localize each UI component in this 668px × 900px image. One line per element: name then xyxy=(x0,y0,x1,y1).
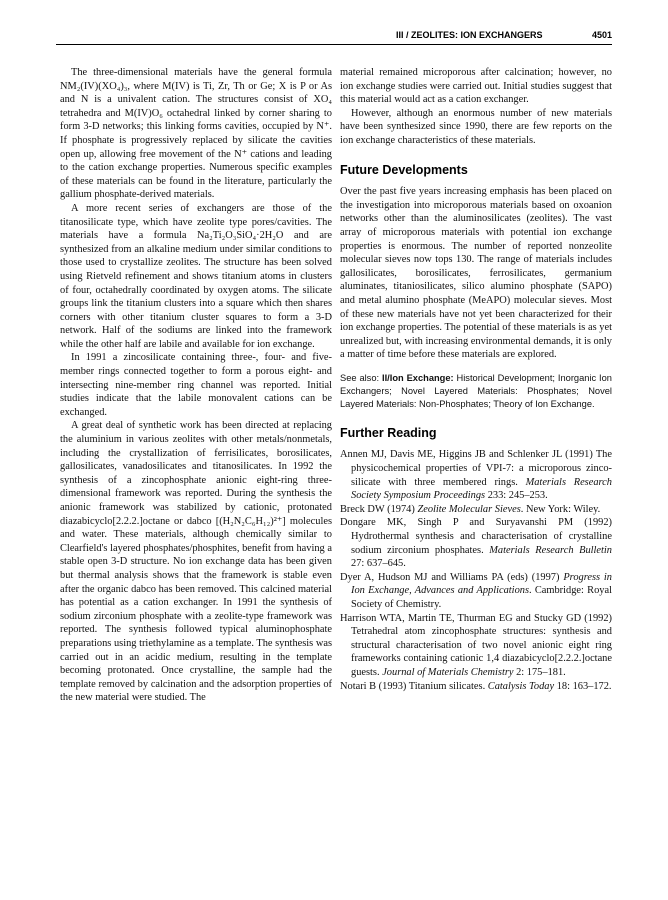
reference-text: Breck DW (1974) xyxy=(340,503,418,515)
reference-source: Journal of Materials Chemistry xyxy=(382,666,514,678)
see-also-section: II/Ion Exchange: xyxy=(382,372,454,383)
reference-list xyxy=(340,448,612,693)
right-column xyxy=(340,66,612,693)
reference-text: Notari B (1993) Titanium silicates. xyxy=(340,680,488,692)
reference-source: Materials Research Society Symposium Proceedings xyxy=(351,476,612,502)
running-header xyxy=(56,30,612,45)
see-also xyxy=(340,372,612,411)
reference-text: 2: 175–181. xyxy=(513,666,566,678)
body-paragraph: In 1991 a zincosilicate containing three-, four- and five-member rings connected together to form a porous eight- and intersecting nine-member ring channel was reported. Initial studies indicate that the labile monovalent cations can be exchanged. xyxy=(60,352,332,418)
reference-source: Zeolite Molecular Sieves xyxy=(417,503,521,515)
body-paragraph: However, although an enormous number of new materials have been synthesized since 1990, there are few reports on the ion exchange characteristics of these materials. xyxy=(340,107,612,146)
body-paragraph: The three-dimensional materials have the general formula NM₂(IV)(XO₄)₃, where M(IV) is Ti, Zr, Th or Ge; X is P or As and N is a univalent cation. The structures consist of XO₄ tetrahedra and M(IV)O₆ octahedral linked by corner sharing to form 3-D networks; this linking forms cavities, occupied by N⁺. If phosphate is progressively replaced by silicate the cavities open up, allowing free movement of the N⁺ cations and leading to the cation exchange properties. Numerous specific examples of these materials can be found in the literature, particularly the gallium phosphate-derived materials. xyxy=(60,67,332,201)
body-paragraph: A more recent series of exchangers are those of the titanosilicate type, which have zeolite type pores/cavities. The materials have a formula Na₂Ti₂O₃SiO₄·2H₂O and are synthesized from an alkaline medium under similar conditions to those used to crystallize zeolites. The structure has been solved using Rietveld refinement and shows titanium atoms in clusters of four, octahedrally coordinated by oxygen atoms. The silicate groups link the titanium clusters into a square which then shares corners with other titanium cluster squares to form a 3-D network. Half of the sodiums are linked into the framework while the other half are labile and available for ion exchange. xyxy=(60,202,332,350)
reference-item xyxy=(340,571,612,612)
body-paragraph: A great deal of synthetic work has been directed at replacing the aluminium in various zeolites with other metals/nonmetals, including the crystallization of ferrisilicates, borosilicates, gallosilicates, vanadosilicates and titanosilicates. In 1992 the synthesis of a zincophosphate anionic eight-ring three-dimensional framework was reported. During the synthesis the anionic framework was stabilized by cationic, protonated diazabicyclo[2.2.2.]octane or dabco [(H₂N₂C₆H₁₂)²⁺] molecules and water. These materials, although chemically similar to Clearfield's layered phosphates/phosphites, benefit from having a stable open 3-D structure. No ion exchange data has been given but thermal analysis shows that the framework is stable even after the organic dabco has been removed. This calcined material has potential as a cation exchanger. In 1991 the synthesis of sodium zirconium phosphate with a zeolite-type framework was reported. The synthesis followed typical aluminophosphate preparations using triethylamine as a template. The synthesis was carried out in an acidic medium, resulting in the template becoming protonated. Once crystalline, the sample had the template removed by calcination and the adsorption properties of the new material were studied. The xyxy=(60,420,332,704)
reference-item xyxy=(340,612,612,680)
see-also-links: Historical Development; Inorganic Ion Exchangers; Novel Layered Materials: Phosphates; Novel Layered Materials: Non-Phosphates; Theory of Ion Exchange. xyxy=(340,372,612,409)
reference-text: . Cambridge: Royal Society of Chemistry. xyxy=(351,585,612,610)
reference-item xyxy=(340,680,612,694)
section-heading-future-developments: Future Developments xyxy=(340,162,468,177)
reference-source: Progress in Ion Exchange, Advances and Applications xyxy=(351,571,612,597)
reference-text: 18: 163–172. xyxy=(554,680,612,692)
reference-item xyxy=(340,503,612,517)
reference-text: Harrison WTA, Martin TE, Thurman EG and Stucky GD (1992) Tetrahedral atom zincophosphate structures: synthesis and structural characterisation of two novel anionic eight ring frameworks containing cationic 1,4 diazabicyclo[2.2.2.]octane guests. xyxy=(340,612,612,678)
reference-text: 233: 245–253. xyxy=(485,490,548,502)
reference-text: Dyer A, Hudson MJ and Williams PA (eds) (1997) xyxy=(340,571,564,583)
body-paragraph: material remained microporous after calcination; however, no ion exchange studies were carried out. Initial studies suggest that this material would act as a cation exchanger. xyxy=(340,67,612,106)
reference-item xyxy=(340,448,612,502)
reference-text: 27: 637–645. xyxy=(351,558,406,570)
reference-text: . New York: Wiley. xyxy=(520,503,601,515)
reference-item xyxy=(340,516,612,570)
reference-text: Annen MJ, Davis ME, Higgins JB and Schlenker JL (1991) The physicochemical properties of VPI-7: a microporous zinco-silicate with three membered rings. xyxy=(340,449,612,488)
reference-source: Materials Research Bulletin xyxy=(489,544,612,556)
page-number: 4501 xyxy=(591,30,612,40)
see-also-label: See also: xyxy=(340,372,380,383)
reference-text: Dongare MK, Singh P and Suryavanshi PM (1992) Hydrothermal synthesis and characterisation of crystalline sodium zirconium phosphates. xyxy=(340,517,612,556)
left-column xyxy=(60,66,332,705)
running-header-title: III / ZEOLITES: ION EXCHANGERS xyxy=(396,30,543,40)
body-paragraph: Over the past five years increasing emphasis has been placed on the investigation into microporous materials based on oxoanion networks other than the aluminosilicates (zeolites). The vast array of microporous materials with potential ion exchange properties is enormous. The number of reported nonzeolite molecular sieves now tops 130. The range of materials includes gallosilicates, borosilicates, ferrosilicates, germanium aluminates, titaniosilicates, silico alumino phosphate (SAPO) and metal alumino phosphate (MeAPO) molecular sieves. Most of these new materials have not yet been characterized for their ion exchange properties. The potential of these materials is as yet unrealized but, with increasing environmental demands, it is only a matter of time before these materials are explored. xyxy=(340,186,612,361)
section-heading-further-reading: Further Reading xyxy=(340,425,437,440)
reference-source: Catalysis Today xyxy=(487,680,555,692)
